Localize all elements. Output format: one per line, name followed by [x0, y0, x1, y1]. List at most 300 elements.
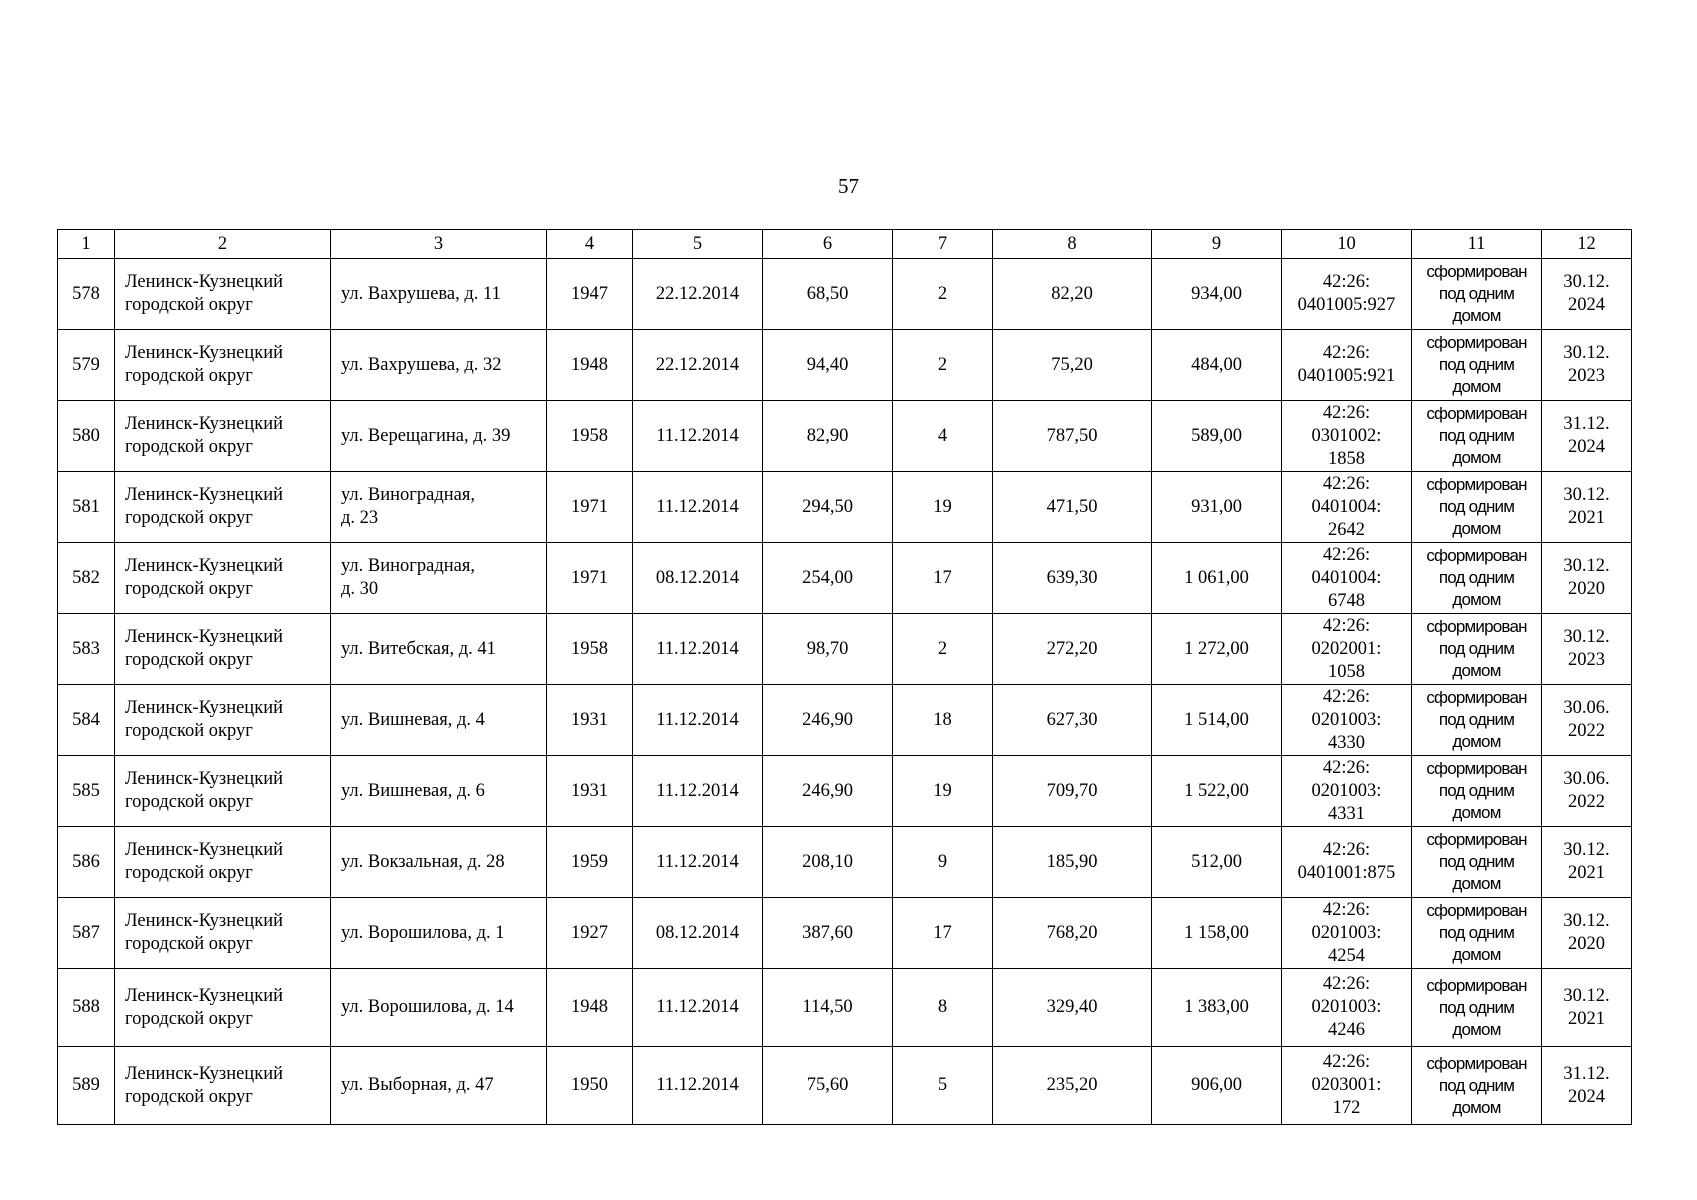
cadastral-number-line: 42:26:: [1322, 840, 1371, 860]
year-built-cell: 1931: [547, 756, 633, 827]
land-status-line: под одним: [1438, 710, 1515, 729]
row-number-cell: 584: [58, 685, 115, 756]
land-status-cell: [1412, 969, 1542, 1047]
row-number-cell: 581: [58, 472, 115, 543]
table-row: [58, 1047, 1632, 1125]
column-8-value-cell: 627,30: [993, 685, 1152, 756]
column-9-value-cell: 931,00: [1152, 472, 1282, 543]
year-built-cell: 1948: [547, 330, 633, 401]
land-status-line: домом: [1452, 1019, 1501, 1039]
address-line: ул. Ворошилова, д. 1: [341, 922, 505, 943]
housing-registry-table: [57, 229, 1632, 1125]
land-status-line: под одним: [1438, 1075, 1515, 1095]
cadastral-number-line: 4254: [1328, 945, 1365, 966]
area-cell: 114,50: [763, 969, 893, 1047]
land-status-line: под одним: [1438, 355, 1515, 374]
area-cell: 82,90: [763, 401, 893, 472]
year-built-cell: 1958: [547, 614, 633, 685]
cadastral-number-cell: [1282, 543, 1412, 614]
district-line: Ленинск-Кузнецкий: [125, 840, 283, 860]
land-status-cell: [1412, 1047, 1542, 1125]
land-status-line: под одним: [1438, 923, 1515, 942]
deadline-cell: [1542, 1047, 1632, 1125]
header-row: [58, 230, 1632, 259]
deadline-line: 30.12.: [1563, 556, 1610, 576]
cadastral-number-line: 42:26:: [1322, 615, 1371, 636]
cadastral-number-line: 0401001:875: [1297, 863, 1396, 883]
cadastral-number-line: 42:26:: [1322, 686, 1371, 707]
deadline-line: 30.12.: [1563, 272, 1610, 292]
column-9-value-cell: 1 158,00: [1152, 898, 1282, 969]
column-8-value-cell: 787,50: [993, 401, 1152, 472]
district-line: Ленинск-Кузнецкий: [125, 272, 283, 292]
column-9-value-cell: 589,00: [1152, 401, 1282, 472]
residents-cell: 2: [893, 330, 993, 401]
address-line: ул. Виноградная,: [341, 485, 476, 505]
cadastral-number-line: 42:26:: [1322, 544, 1371, 565]
cadastral-number-line: 0201003:: [1311, 997, 1382, 1017]
cadastral-number-line: 4331: [1328, 803, 1365, 824]
land-status-line: под одним: [1438, 568, 1515, 587]
land-status-line: домом: [1452, 732, 1501, 751]
cadastral-number-line: 42:26:: [1322, 343, 1371, 363]
cadastral-number-line: 42:26:: [1322, 1052, 1371, 1072]
deadline-cell: [1542, 401, 1632, 472]
year-built-cell: 1927: [547, 898, 633, 969]
land-status-line: домом: [1452, 803, 1501, 822]
header-cell-col-10: 10: [1282, 230, 1412, 259]
column-8-value-cell: 235,20: [993, 1047, 1152, 1125]
district-line: Ленинск-Кузнецкий: [125, 414, 283, 434]
residents-cell: 8: [893, 969, 993, 1047]
land-status-line: сформирован: [1426, 1053, 1527, 1073]
column-8-value-cell: 75,20: [993, 330, 1152, 401]
cadastral-number-line: 42:26:: [1322, 899, 1371, 920]
area-cell: 294,50: [763, 472, 893, 543]
deadline-line: 30.06.: [1563, 769, 1610, 789]
row-number-cell: 587: [58, 898, 115, 969]
date-cell: 11.12.2014: [633, 969, 763, 1047]
year-built-cell: 1948: [547, 969, 633, 1047]
date-cell: 11.12.2014: [633, 685, 763, 756]
cadastral-number-line: 0201003:: [1311, 709, 1382, 730]
deadline-cell: [1542, 543, 1632, 614]
district-cell: [115, 827, 331, 898]
table-row: [58, 401, 1632, 472]
header-cell-col-4: 4: [547, 230, 633, 259]
residents-cell: 2: [893, 259, 993, 330]
district-line: Ленинск-Кузнецкий: [125, 556, 283, 576]
district-line: Ленинск-Кузнецкий: [125, 485, 283, 505]
page-number: 57: [838, 174, 859, 198]
column-9-value-cell: 484,00: [1152, 330, 1282, 401]
date-cell: 11.12.2014: [633, 614, 763, 685]
district-line: Ленинск-Кузнецкий: [125, 985, 283, 1006]
cadastral-number-line: 0202001:: [1311, 638, 1382, 659]
deadline-cell: [1542, 259, 1632, 330]
column-9-value-cell: 1 522,00: [1152, 756, 1282, 827]
land-status-line: домом: [1452, 945, 1501, 964]
table-body: [58, 259, 1632, 1125]
address-cell: [331, 685, 547, 756]
address-line: ул. Ворошилова, д. 14: [341, 997, 514, 1017]
address-cell: [331, 472, 547, 543]
cadastral-number-line: 42:26:: [1322, 757, 1371, 778]
district-line: Ленинск-Кузнецкий: [125, 627, 283, 647]
table-row: [58, 614, 1632, 685]
land-status-line: домом: [1452, 590, 1501, 609]
residents-cell: 4: [893, 401, 993, 472]
column-8-value-cell: 185,90: [993, 827, 1152, 898]
table-row: [58, 472, 1632, 543]
district-cell: [115, 898, 331, 969]
district-line: Ленинск-Кузнецкий: [125, 769, 283, 789]
land-status-cell: [1412, 685, 1542, 756]
land-status-line: сформирован: [1426, 404, 1527, 423]
cadastral-number-line: 0401004:: [1311, 496, 1382, 517]
header-cell-col-2: 2: [115, 230, 331, 259]
address-line: ул. Вишневая, д. 6: [341, 780, 485, 801]
residents-cell: 19: [893, 472, 993, 543]
cadastral-number-line: 0201003:: [1311, 922, 1382, 943]
row-number-cell: 578: [58, 259, 115, 330]
deadline-cell: [1542, 898, 1632, 969]
district-cell: [115, 401, 331, 472]
district-cell: [115, 756, 331, 827]
address-cell: [331, 827, 547, 898]
district-line: городской округ: [125, 934, 253, 954]
deadline-line: 2023: [1568, 366, 1605, 386]
date-cell: 11.12.2014: [633, 756, 763, 827]
land-status-line: под одним: [1438, 781, 1515, 800]
year-built-cell: 1950: [547, 1047, 633, 1125]
deadline-line: 2024: [1568, 437, 1605, 457]
district-line: городской округ: [125, 579, 253, 599]
district-cell: [115, 1047, 331, 1125]
column-8-value-cell: 471,50: [993, 472, 1152, 543]
area-cell: 387,60: [763, 898, 893, 969]
cadastral-number-cell: [1282, 330, 1412, 401]
cadastral-number-cell: [1282, 259, 1412, 330]
land-status-line: под одним: [1438, 284, 1515, 303]
district-line: городской округ: [125, 366, 253, 386]
year-built-cell: 1959: [547, 827, 633, 898]
deadline-line: 30.12.: [1563, 343, 1610, 363]
row-number-cell: 588: [58, 969, 115, 1047]
year-built-cell: 1971: [547, 543, 633, 614]
deadline-line: 2022: [1568, 721, 1605, 741]
year-built-cell: 1971: [547, 472, 633, 543]
district-cell: [115, 614, 331, 685]
date-cell: 22.12.2014: [633, 330, 763, 401]
year-built-cell: 1958: [547, 401, 633, 472]
area-cell: 68,50: [763, 259, 893, 330]
table-row: [58, 969, 1632, 1047]
residents-cell: 19: [893, 756, 993, 827]
deadline-line: 2024: [1568, 295, 1605, 315]
land-status-line: домом: [1452, 519, 1501, 538]
row-number-cell: 580: [58, 401, 115, 472]
column-8-value-cell: 639,30: [993, 543, 1152, 614]
cadastral-number-cell: [1282, 756, 1412, 827]
cadastral-number-cell: [1282, 614, 1412, 685]
table-row: [58, 898, 1632, 969]
address-cell: [331, 259, 547, 330]
district-line: Ленинск-Кузнецкий: [125, 698, 283, 718]
cadastral-number-line: 0301002:: [1311, 425, 1382, 446]
cadastral-number-line: 0401004:: [1311, 567, 1382, 588]
header-cell-col-3: 3: [331, 230, 547, 259]
deadline-line: 30.12.: [1563, 627, 1610, 647]
deadline-line: 30.12.: [1563, 911, 1610, 931]
column-9-value-cell: 934,00: [1152, 259, 1282, 330]
column-9-value-cell: 1 514,00: [1152, 685, 1282, 756]
area-cell: 208,10: [763, 827, 893, 898]
cadastral-number-line: 172: [1332, 1098, 1361, 1118]
land-status-line: сформирован: [1426, 759, 1527, 778]
land-status-line: сформирован: [1426, 475, 1527, 494]
area-cell: 254,00: [763, 543, 893, 614]
land-status-line: сформирован: [1426, 546, 1527, 565]
residents-cell: 18: [893, 685, 993, 756]
deadline-cell: [1542, 330, 1632, 401]
land-status-line: под одним: [1438, 997, 1515, 1017]
cadastral-number-line: 2642: [1328, 519, 1365, 540]
address-line: ул. Вахрушева, д. 32: [341, 354, 502, 375]
header-cell-col-9: 9: [1152, 230, 1282, 259]
address-line: ул. Витебская, д. 41: [341, 638, 496, 659]
deadline-cell: [1542, 827, 1632, 898]
date-cell: 08.12.2014: [633, 898, 763, 969]
deadline-line: 2021: [1568, 863, 1605, 883]
area-cell: 98,70: [763, 614, 893, 685]
land-status-line: домом: [1452, 448, 1501, 467]
table-row: [58, 756, 1632, 827]
column-8-value-cell: 329,40: [993, 969, 1152, 1047]
table-row: [58, 259, 1632, 330]
date-cell: 22.12.2014: [633, 259, 763, 330]
land-status-line: сформирован: [1426, 617, 1527, 636]
cadastral-number-cell: [1282, 685, 1412, 756]
header-cell-col-6: 6: [763, 230, 893, 259]
deadline-line: 2021: [1568, 1008, 1605, 1029]
column-9-value-cell: 512,00: [1152, 827, 1282, 898]
district-line: Ленинск-Кузнецкий: [125, 911, 283, 931]
land-status-line: под одним: [1438, 497, 1515, 516]
district-cell: [115, 472, 331, 543]
land-status-line: сформирован: [1426, 901, 1527, 920]
header-cell-col-8: 8: [993, 230, 1152, 259]
deadline-line: 2020: [1568, 579, 1605, 599]
deadline-line: 30.12.: [1563, 985, 1610, 1006]
cadastral-number-line: 6748: [1328, 590, 1365, 611]
land-status-cell: [1412, 330, 1542, 401]
cadastral-number-line: 4246: [1328, 1020, 1365, 1040]
column-8-value-cell: 82,20: [993, 259, 1152, 330]
land-status-line: под одним: [1438, 639, 1515, 658]
land-status-line: домом: [1452, 1097, 1501, 1117]
deadline-cell: [1542, 614, 1632, 685]
address-cell: [331, 330, 547, 401]
table-row: [58, 330, 1632, 401]
address-line: ул. Вокзальная, д. 28: [341, 851, 505, 872]
cadastral-number-line: 42:26:: [1322, 272, 1371, 292]
row-number-cell: 583: [58, 614, 115, 685]
land-status-cell: [1412, 614, 1542, 685]
deadline-line: 2022: [1568, 792, 1605, 812]
cadastral-number-cell: [1282, 898, 1412, 969]
residents-cell: 17: [893, 543, 993, 614]
area-cell: 246,90: [763, 756, 893, 827]
land-status-cell: [1412, 543, 1542, 614]
residents-cell: 9: [893, 827, 993, 898]
cadastral-number-line: 0401005:927: [1297, 295, 1396, 315]
table-row: [58, 543, 1632, 614]
cadastral-number-cell: [1282, 1047, 1412, 1125]
address-line: ул. Вишневая, д. 4: [341, 709, 485, 730]
year-built-cell: 1931: [547, 685, 633, 756]
cadastral-number-line: 1858: [1328, 448, 1365, 469]
residents-cell: 2: [893, 614, 993, 685]
deadline-line: 30.06.: [1563, 698, 1610, 718]
column-8-value-cell: 272,20: [993, 614, 1152, 685]
address-line: д. 30: [341, 579, 379, 599]
cadastral-number-line: 0401005:921: [1297, 366, 1396, 386]
date-cell: 08.12.2014: [633, 543, 763, 614]
address-line: ул. Виноградная,: [341, 556, 476, 576]
cadastral-number-cell: [1282, 401, 1412, 472]
deadline-line: 2024: [1568, 1086, 1605, 1107]
district-line: городской округ: [125, 437, 253, 457]
address-line: ул. Верещагина, д. 39: [341, 425, 511, 446]
column-9-value-cell: 1 061,00: [1152, 543, 1282, 614]
deadline-cell: [1542, 685, 1632, 756]
land-status-line: под одним: [1438, 426, 1515, 445]
district-cell: [115, 969, 331, 1047]
land-status-line: сформирован: [1426, 333, 1527, 352]
residents-cell: 5: [893, 1047, 993, 1125]
deadline-line: 2023: [1568, 650, 1605, 670]
header-cell-col-1: 1: [58, 230, 115, 259]
district-line: городской округ: [125, 721, 253, 741]
deadline-line: 2021: [1568, 508, 1605, 528]
district-cell: [115, 259, 331, 330]
deadline-cell: [1542, 472, 1632, 543]
table-header: [58, 230, 1632, 259]
address-cell: [331, 969, 547, 1047]
date-cell: 11.12.2014: [633, 401, 763, 472]
row-number-cell: 586: [58, 827, 115, 898]
land-status-cell: [1412, 401, 1542, 472]
land-status-line: домом: [1452, 306, 1501, 325]
area-cell: 75,60: [763, 1047, 893, 1125]
cadastral-number-line: 42:26:: [1322, 473, 1371, 494]
land-status-line: домом: [1452, 377, 1501, 396]
row-number-cell: 579: [58, 330, 115, 401]
residents-cell: 17: [893, 898, 993, 969]
land-status-line: домом: [1452, 874, 1501, 893]
address-cell: [331, 543, 547, 614]
column-8-value-cell: 709,70: [993, 756, 1152, 827]
row-number-cell: 585: [58, 756, 115, 827]
land-status-line: сформирован: [1426, 262, 1527, 281]
table-row: [58, 827, 1632, 898]
cadastral-number-line: 0201003:: [1311, 780, 1382, 801]
cadastral-number-line: 0203001:: [1311, 1075, 1382, 1095]
district-line: городской округ: [125, 650, 253, 670]
land-status-line: сформирован: [1426, 975, 1527, 995]
land-status-line: домом: [1452, 661, 1501, 680]
district-cell: [115, 543, 331, 614]
column-9-value-cell: 1 272,00: [1152, 614, 1282, 685]
date-cell: 11.12.2014: [633, 472, 763, 543]
row-number-cell: 589: [58, 1047, 115, 1125]
area-cell: 94,40: [763, 330, 893, 401]
deadline-line: 30.12.: [1563, 840, 1610, 860]
header-cell-col-12: 12: [1542, 230, 1632, 259]
column-9-value-cell: 906,00: [1152, 1047, 1282, 1125]
deadline-line: 30.12.: [1563, 485, 1610, 505]
district-cell: [115, 685, 331, 756]
land-status-cell: [1412, 827, 1542, 898]
cadastral-number-line: 42:26:: [1322, 402, 1371, 423]
cadastral-number-cell: [1282, 472, 1412, 543]
address-line: ул. Вахрушева, д. 11: [341, 283, 501, 304]
district-line: Ленинск-Кузнецкий: [125, 1063, 283, 1084]
deadline-line: 31.12.: [1563, 414, 1610, 434]
district-line: городской округ: [125, 295, 253, 315]
address-cell: [331, 898, 547, 969]
column-9-value-cell: 1 383,00: [1152, 969, 1282, 1047]
district-line: городской округ: [125, 508, 253, 528]
address-cell: [331, 1047, 547, 1125]
deadline-cell: [1542, 969, 1632, 1047]
land-status-cell: [1412, 472, 1542, 543]
header-cell-col-7: 7: [893, 230, 993, 259]
address-cell: [331, 756, 547, 827]
cadastral-number-line: 42:26:: [1322, 974, 1371, 994]
row-number-cell: 582: [58, 543, 115, 614]
header-cell-col-5: 5: [633, 230, 763, 259]
district-cell: [115, 330, 331, 401]
address-line: д. 23: [341, 508, 379, 528]
date-cell: 11.12.2014: [633, 827, 763, 898]
deadline-line: 31.12.: [1563, 1063, 1610, 1084]
cadastral-number-cell: [1282, 969, 1412, 1047]
address-cell: [331, 614, 547, 685]
district-line: городской округ: [125, 863, 253, 883]
district-line: городской округ: [125, 1008, 253, 1029]
land-status-cell: [1412, 259, 1542, 330]
land-status-line: сформирован: [1426, 830, 1527, 849]
area-cell: 246,90: [763, 685, 893, 756]
year-built-cell: 1947: [547, 259, 633, 330]
land-status-cell: [1412, 898, 1542, 969]
address-line: ул. Выборная, д. 47: [341, 1075, 494, 1095]
land-status-cell: [1412, 756, 1542, 827]
deadline-cell: [1542, 756, 1632, 827]
cadastral-number-line: 1058: [1328, 661, 1365, 682]
district-line: Ленинск-Кузнецкий: [125, 343, 283, 363]
header-cell-col-11: 11: [1412, 230, 1542, 259]
cadastral-number-line: 4330: [1328, 732, 1365, 753]
column-8-value-cell: 768,20: [993, 898, 1152, 969]
cadastral-number-cell: [1282, 827, 1412, 898]
district-line: городской округ: [125, 1086, 253, 1107]
land-status-line: под одним: [1438, 852, 1515, 871]
date-cell: 11.12.2014: [633, 1047, 763, 1125]
land-status-line: сформирован: [1426, 688, 1527, 707]
